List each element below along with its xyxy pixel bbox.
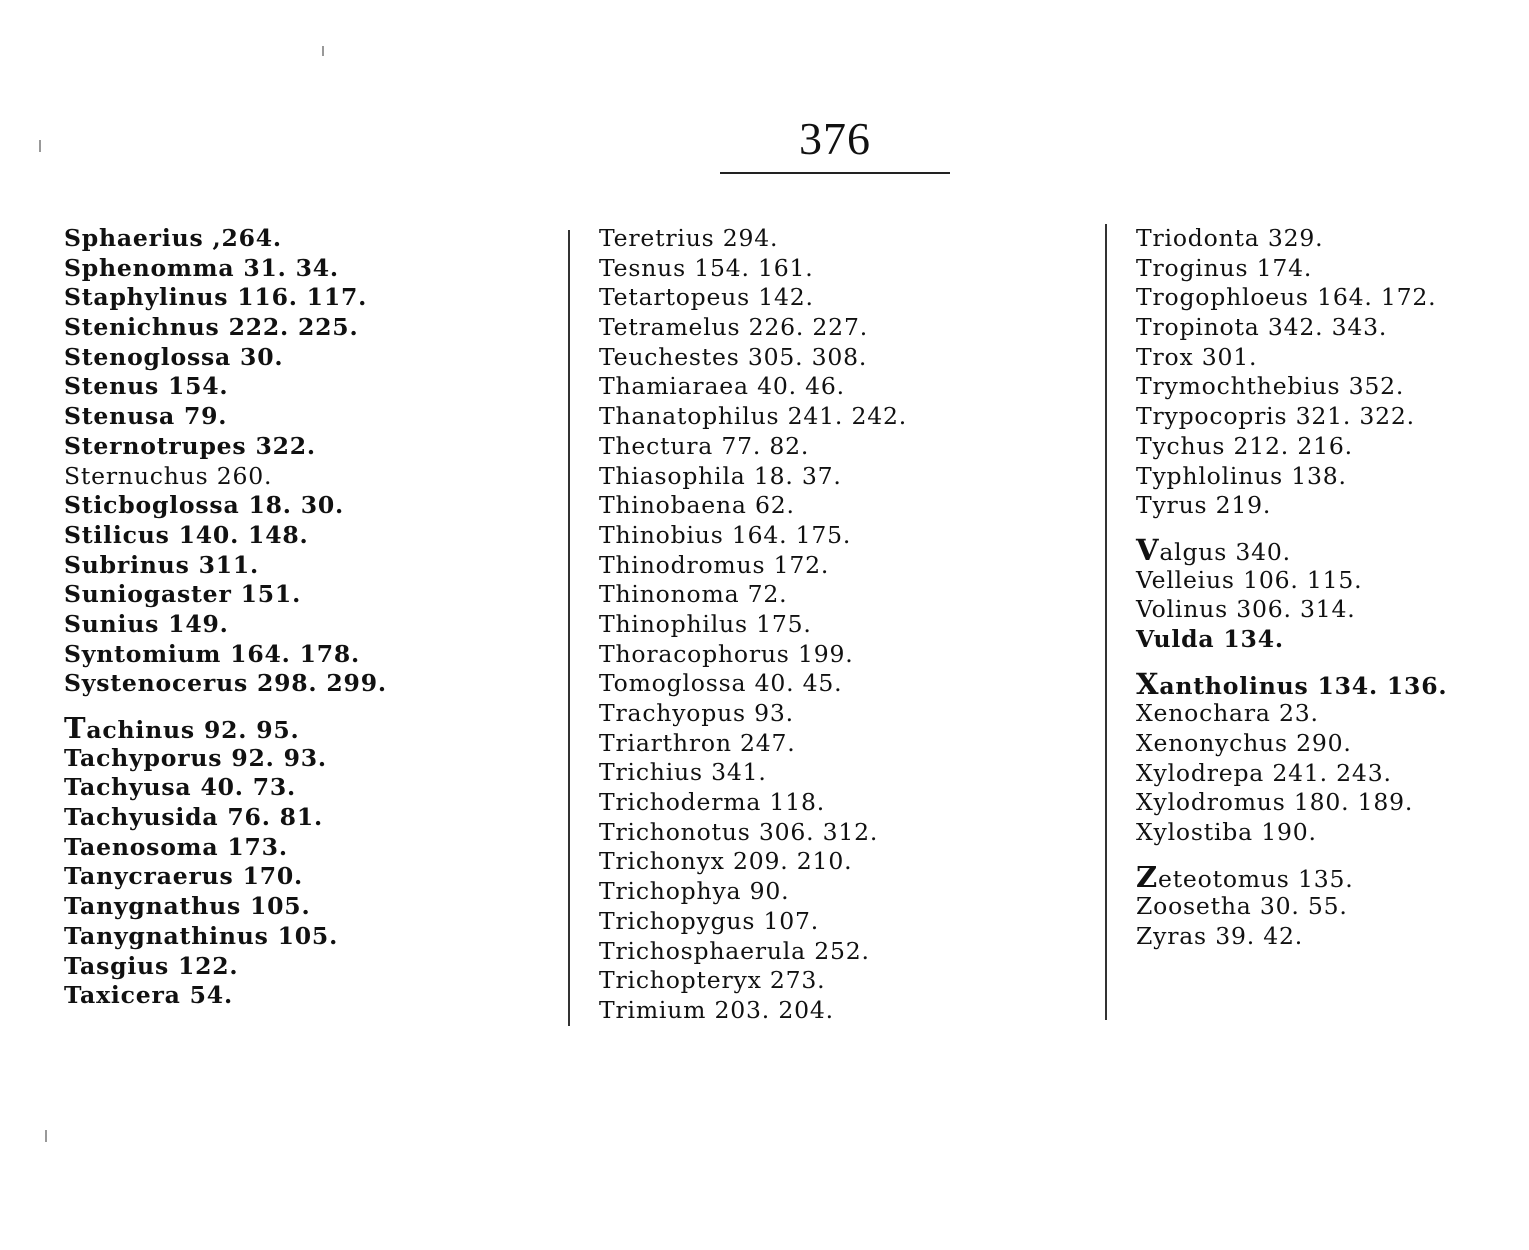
index-entry xyxy=(64,254,387,284)
entry-name: Thinodromus xyxy=(599,550,766,579)
entry-name: Trogophloeus xyxy=(1136,283,1309,312)
entry-name: Trichopygus xyxy=(599,906,756,935)
entry-name: Trichophya xyxy=(599,877,742,906)
index-entry xyxy=(64,313,387,343)
entry-pages: 173. xyxy=(227,832,288,861)
entry-name: Tasgius xyxy=(64,951,169,980)
index-entry xyxy=(64,773,387,803)
entry-name: Tachyporus xyxy=(64,743,223,772)
entry-pages: 18. 37. xyxy=(753,461,842,490)
entry-name: Tachyusa xyxy=(64,773,192,802)
entry-pages: 180. 189. xyxy=(1293,788,1414,817)
entry-name: Tanygnathinus xyxy=(64,921,269,950)
entry-name: Stenoglossa xyxy=(64,342,232,371)
entry-name: Thinonoma xyxy=(599,580,740,609)
entry-name: Thoracophorus xyxy=(599,639,790,668)
index-entry xyxy=(599,610,907,640)
index-entry xyxy=(599,283,907,313)
entry-pages: 142. xyxy=(758,283,814,312)
index-entry xyxy=(599,254,907,284)
index-entry xyxy=(1136,532,1447,567)
entry-pages: 40. 73. xyxy=(200,773,297,802)
entry-name: Volinus xyxy=(1136,595,1228,624)
entry-name: Taxicera xyxy=(64,981,181,1010)
entry-pages: 321. 322. xyxy=(1295,402,1415,431)
entry-pages: 164. 175. xyxy=(731,520,852,549)
index-entry xyxy=(599,788,907,818)
entry-pages: 190. xyxy=(1261,818,1317,847)
index-entry xyxy=(64,640,387,670)
column-divider-1 xyxy=(568,230,570,1026)
index-entry xyxy=(1136,462,1447,492)
entry-pages: 342. 343. xyxy=(1267,313,1388,342)
entry-name: Velleius xyxy=(1136,565,1235,594)
scan-speck xyxy=(322,46,324,56)
entry-name-rest: algus xyxy=(1159,537,1228,566)
entry-pages: 203. 204. xyxy=(714,995,834,1024)
entry-name: Trichonotus xyxy=(599,817,751,846)
entry-pages: 305. 308. xyxy=(747,342,868,371)
entry-pages: 341. xyxy=(711,758,767,787)
index-entry xyxy=(1136,759,1447,789)
entry-pages: 311. xyxy=(198,550,260,579)
entry-name: Sunius xyxy=(64,609,160,638)
entry-name: Sphenomma xyxy=(64,253,235,282)
entry-name: Sternotrupes xyxy=(64,431,247,460)
entry-pages: 40. 45. xyxy=(754,669,843,698)
column-divider-2 xyxy=(1105,224,1107,1020)
entry-pages: 154. 161. xyxy=(694,253,814,282)
entry-pages: 260. xyxy=(216,461,273,490)
entry-name: Taenosoma xyxy=(64,832,219,861)
index-entry xyxy=(1136,343,1447,373)
entry-pages: 322. xyxy=(255,431,316,460)
entry-pages: 219. xyxy=(1215,491,1272,520)
entry-name: Xylostiba xyxy=(1136,818,1253,847)
index-entry xyxy=(599,907,907,937)
index-entry xyxy=(64,892,387,922)
entry-name: Trimium xyxy=(599,995,707,1024)
entry-name: Tropinota xyxy=(1136,313,1260,342)
index-entry xyxy=(1136,859,1447,894)
entry-name: Tomoglossa xyxy=(599,669,747,698)
entry-pages: 76. 81. xyxy=(227,803,323,832)
index-entry xyxy=(1136,922,1447,952)
entry-pages: 140. 148. xyxy=(178,520,309,549)
entry-name: Trichosphaerula xyxy=(599,936,806,965)
entry-name: Sticboglossa xyxy=(64,491,240,520)
entry-name: Trox xyxy=(1136,342,1194,371)
entry-name: Troginus xyxy=(1136,253,1249,282)
entry-name: Tetartopeus xyxy=(599,283,750,312)
index-entry xyxy=(1136,595,1447,625)
entry-name: Stenichnus xyxy=(64,313,220,342)
entry-initial: T xyxy=(64,711,87,745)
entry-name: Thiasophila xyxy=(599,461,746,490)
index-entry xyxy=(1136,372,1447,402)
entry-pages: 226. 227. xyxy=(748,313,868,342)
entry-name: Xenonychus xyxy=(1136,729,1288,757)
entry-pages: 105. xyxy=(250,892,311,921)
index-entry xyxy=(1136,254,1447,284)
index-entry xyxy=(599,521,907,551)
entry-pages: 301. xyxy=(1201,342,1258,371)
entry-name: Trypocopris xyxy=(1136,402,1288,431)
entry-name: Subrinus xyxy=(64,550,190,579)
index-entry xyxy=(64,402,387,432)
index-entry xyxy=(599,877,907,907)
entry-pages: 138. xyxy=(1291,461,1347,490)
entry-name-rest: antholinus xyxy=(1159,671,1309,700)
entry-initial: Z xyxy=(1136,859,1158,894)
entry-pages: 107. xyxy=(763,906,820,935)
entry-name: Tychus xyxy=(1136,431,1226,460)
entry-name: Thinophilus xyxy=(599,609,748,638)
entry-name xyxy=(64,711,195,745)
entry-pages: 54. xyxy=(189,981,233,1010)
entry-pages: 352. xyxy=(1348,372,1405,401)
entry-name: Tanycraerus xyxy=(64,862,234,891)
index-entry xyxy=(599,343,907,373)
index-entry xyxy=(1136,892,1447,922)
entry-pages: 30. xyxy=(240,342,284,371)
entry-pages: 306. 312. xyxy=(758,817,879,846)
entry-name: Typhlolinus xyxy=(1136,461,1283,490)
index-entry xyxy=(1136,666,1448,701)
index-column-3 xyxy=(1136,224,1447,952)
entry-pages: 170. xyxy=(242,862,303,891)
entry-name: Stenusa xyxy=(64,402,176,431)
entry-name: Thamiaraea xyxy=(599,372,749,401)
entry-pages: 134. 136. xyxy=(1317,671,1448,700)
index-entry xyxy=(599,491,907,521)
index-entry xyxy=(64,283,387,313)
index-entry xyxy=(1136,729,1447,759)
entry-name: Trichius xyxy=(599,758,703,787)
entry-name: Tachyusida xyxy=(64,803,219,832)
index-entry xyxy=(64,551,387,581)
entry-pages: 23. xyxy=(1278,699,1319,728)
index-entry xyxy=(1136,432,1447,462)
scan-speck xyxy=(45,1130,47,1142)
entry-pages: 18. 30. xyxy=(248,491,345,520)
page-number: 376 xyxy=(799,113,871,164)
scan-speck xyxy=(39,140,41,152)
entry-pages: ,264. xyxy=(212,224,282,252)
entry-pages: 92. 93. xyxy=(231,743,327,772)
entry-name: Staphylinus xyxy=(64,283,229,312)
index-entry xyxy=(599,580,907,610)
page-number-rule xyxy=(720,172,950,174)
index-entry xyxy=(64,981,387,1011)
entry-pages: 40. 46. xyxy=(757,372,845,401)
entry-name: Triarthron xyxy=(599,728,732,757)
entry-pages: 241. 242. xyxy=(787,402,907,431)
entry-pages: 116. 117. xyxy=(237,283,368,312)
index-entry xyxy=(64,521,387,551)
entry-pages: 77. 82. xyxy=(721,431,810,460)
index-entry xyxy=(64,610,387,640)
entry-name: Trachyopus xyxy=(599,699,746,727)
entry-pages: 31. 34. xyxy=(243,253,339,282)
entry-pages: 340. xyxy=(1235,537,1291,566)
entry-name: Systenocerus xyxy=(64,669,248,698)
entry-pages: 306. 314. xyxy=(1236,595,1356,624)
index-entry xyxy=(599,758,907,788)
entry-pages: 164. 178. xyxy=(230,639,361,668)
index-entry xyxy=(599,966,907,996)
index-entry xyxy=(64,224,387,254)
index-entry xyxy=(64,744,387,774)
index-entry xyxy=(1136,402,1447,432)
index-entry xyxy=(599,432,907,462)
entry-pages: 72. xyxy=(747,580,788,609)
entry-pages: 209. 210. xyxy=(733,847,853,876)
index-entry xyxy=(599,937,907,967)
index-entry xyxy=(1136,566,1447,596)
index-entry xyxy=(64,580,387,610)
entry-name: Xenochara xyxy=(1136,699,1271,728)
entry-pages: 39. 42. xyxy=(1215,922,1304,951)
index-column-2 xyxy=(599,224,907,1026)
entry-name xyxy=(1136,666,1309,701)
entry-name: Xylodrepa xyxy=(1136,758,1265,787)
entry-initial: X xyxy=(1136,666,1160,701)
entry-name: Sternuchus xyxy=(64,461,209,490)
entry-pages: 154. xyxy=(167,372,229,401)
entry-name: Thanatophilus xyxy=(599,402,780,431)
index-entry xyxy=(1136,283,1447,313)
index-column-1 xyxy=(64,224,387,1011)
entry-pages: 222. 225. xyxy=(228,313,359,342)
entry-pages: 90. xyxy=(749,877,790,906)
entry-pages: 122. xyxy=(177,951,239,980)
entry-name: Teretrius xyxy=(599,224,715,252)
entry-name: Tanygnathus xyxy=(64,892,242,921)
entry-pages: 212. 216. xyxy=(1233,431,1353,460)
entry-pages: 329. xyxy=(1267,224,1324,252)
index-entry xyxy=(599,462,907,492)
entry-name: Stenus xyxy=(64,372,159,401)
entry-pages: 247. xyxy=(740,728,796,757)
entry-name: Thectura xyxy=(599,431,714,460)
entry-name: Stilicus xyxy=(64,520,170,549)
entry-name: Xylodromus xyxy=(1136,788,1286,817)
entry-pages: 30. 55. xyxy=(1259,892,1348,921)
index-entry xyxy=(1136,313,1447,343)
index-entry xyxy=(64,491,387,521)
entry-initial: V xyxy=(1136,532,1160,567)
entry-pages: 79. xyxy=(184,402,228,431)
entry-name: Tyrus xyxy=(1136,491,1208,520)
entry-name-rest: eteotomus xyxy=(1157,864,1290,893)
index-entry xyxy=(599,640,907,670)
index-entry xyxy=(64,862,387,892)
entry-pages: 241. 243. xyxy=(1272,758,1392,787)
index-entry xyxy=(599,372,907,402)
entry-pages: 294. xyxy=(722,224,779,252)
entry-pages: 298. 299. xyxy=(256,669,387,698)
entry-name: Syntomium xyxy=(64,639,222,668)
index-entry xyxy=(1136,788,1447,818)
entry-name: Thinobius xyxy=(599,520,724,549)
entry-name: Triodonta xyxy=(1136,224,1260,252)
entry-pages: 135. xyxy=(1297,864,1354,893)
entry-pages: 93. xyxy=(754,699,794,727)
index-entry xyxy=(64,922,387,952)
index-entry xyxy=(64,711,387,745)
entry-name xyxy=(1136,532,1228,567)
entry-name-rest: achinus xyxy=(86,716,195,744)
entry-pages: 105. xyxy=(277,921,339,950)
index-entry xyxy=(1136,699,1447,729)
index-entry xyxy=(1136,818,1447,848)
entry-pages: 290. xyxy=(1296,729,1352,757)
entry-name: Trichonyx xyxy=(599,847,725,876)
index-entry xyxy=(64,803,387,833)
index-entry xyxy=(64,833,387,863)
entry-name: Thinobaena xyxy=(599,491,747,520)
index-entry xyxy=(64,343,387,373)
entry-pages: 172. xyxy=(773,550,830,579)
entry-name: Zoosetha xyxy=(1136,892,1252,921)
entry-name: Sphaerius xyxy=(64,224,204,252)
index-entry xyxy=(599,402,907,432)
entry-pages: 151. xyxy=(240,580,302,609)
entry-name: Trichoderma xyxy=(599,788,762,817)
index-entry xyxy=(1136,625,1447,655)
index-entry xyxy=(599,551,907,581)
index-entry xyxy=(599,729,907,759)
entry-name: Tesnus xyxy=(599,253,686,282)
entry-pages: 273. xyxy=(769,966,826,995)
index-entry xyxy=(599,313,907,343)
entry-name: Suniogaster xyxy=(64,580,232,609)
index-entry xyxy=(599,818,907,848)
index-entry xyxy=(599,699,907,729)
index-entry xyxy=(64,432,387,462)
index-entry xyxy=(1136,491,1447,521)
entry-name: Tetramelus xyxy=(599,313,741,342)
entry-pages: 164. 172. xyxy=(1317,283,1437,312)
index-entry xyxy=(599,669,907,699)
index-entry xyxy=(64,462,387,492)
entry-name: Zyras xyxy=(1136,922,1207,951)
entry-pages: 199. xyxy=(797,639,854,668)
entry-name: Teuchestes xyxy=(599,342,740,371)
entry-pages: 118. xyxy=(769,788,825,817)
index-entry xyxy=(599,224,907,254)
index-entry xyxy=(1136,224,1447,254)
index-entry xyxy=(64,669,387,699)
index-entry xyxy=(599,847,907,877)
entry-pages: 92. 95. xyxy=(203,716,300,744)
index-entry xyxy=(64,952,387,982)
index-entry xyxy=(64,372,387,402)
entry-name xyxy=(1136,859,1290,894)
entry-pages: 174. xyxy=(1256,253,1313,282)
entry-pages: 252. xyxy=(814,936,870,965)
entry-pages: 149. xyxy=(168,609,229,638)
entry-name: Vulda xyxy=(1136,624,1215,653)
entry-pages: 106. 115. xyxy=(1243,565,1363,594)
entry-pages: 62. xyxy=(755,491,795,520)
index-entry xyxy=(599,996,907,1026)
entry-pages: 134. xyxy=(1223,624,1284,653)
entry-name: Trymochthebius xyxy=(1136,372,1341,401)
entry-name: Trichopteryx xyxy=(599,966,762,995)
entry-pages: 175. xyxy=(756,609,812,638)
